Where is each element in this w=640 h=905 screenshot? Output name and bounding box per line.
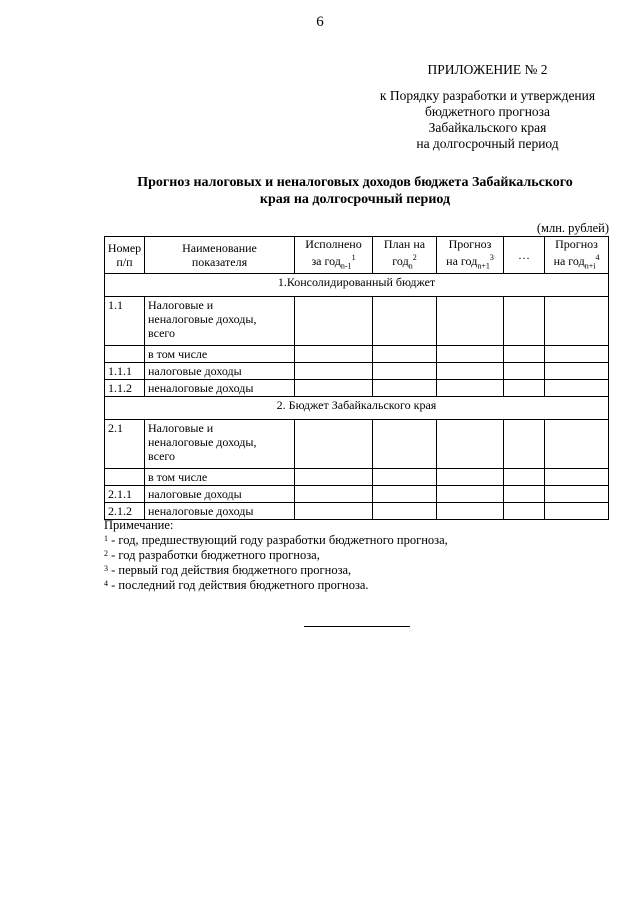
row-number: 2.1 bbox=[105, 420, 145, 469]
table-row bbox=[105, 297, 609, 346]
header-number: Номер п/п bbox=[105, 237, 145, 274]
row-number: 1.1 bbox=[105, 297, 145, 346]
value-cell bbox=[545, 380, 609, 397]
value-cell bbox=[373, 469, 437, 486]
value-cell bbox=[504, 486, 545, 503]
value-cell bbox=[504, 420, 545, 469]
value-cell bbox=[545, 297, 609, 346]
notes-title: Примечание: bbox=[104, 518, 174, 532]
note-item: $^4$ - последний год действия бюджетного прогноза. bbox=[104, 578, 369, 592]
value-cell bbox=[504, 363, 545, 380]
value-cell bbox=[504, 346, 545, 363]
document-title-line: Прогноз налоговых и неналоговых доходов бюджета Забайкальского bbox=[137, 175, 573, 190]
page-number: 6 bbox=[316, 14, 324, 30]
header-plan: План на год$_n^2$ bbox=[373, 237, 437, 274]
value-cell bbox=[295, 420, 373, 469]
value-cell bbox=[437, 297, 504, 346]
appendix-line: Забайкальского края bbox=[428, 120, 547, 135]
note-item: $^3$ - первый год действия бюджетного прогноза, bbox=[104, 563, 352, 577]
value-cell bbox=[545, 346, 609, 363]
document-title-line: края на долгосрочный период bbox=[259, 192, 451, 207]
note-item: $^1$ - год, предшествующий году разработки бюджетного прогноза, bbox=[104, 533, 448, 547]
value-cell bbox=[437, 486, 504, 503]
table-row bbox=[105, 363, 609, 380]
value-cell bbox=[437, 380, 504, 397]
value-cell bbox=[437, 346, 504, 363]
value-cell bbox=[545, 469, 609, 486]
value-cell bbox=[437, 420, 504, 469]
value-cell bbox=[373, 297, 437, 346]
table-header-row bbox=[105, 237, 609, 274]
row-name: налоговые доходы bbox=[145, 363, 295, 380]
value-cell bbox=[295, 380, 373, 397]
closing-divider bbox=[304, 626, 410, 627]
row-number: 2.1.1 bbox=[105, 486, 145, 503]
row-name: неналоговые доходы bbox=[145, 380, 295, 397]
value-cell bbox=[545, 503, 609, 520]
appendix-line: к Порядку разработки и утверждения bbox=[379, 88, 596, 103]
row-name: налоговые доходы bbox=[145, 486, 295, 503]
appendix-line: бюджетного прогноза bbox=[424, 104, 551, 119]
appendix-subtitle bbox=[360, 88, 615, 152]
table-row bbox=[105, 486, 609, 503]
row-number: 1.1.2 bbox=[105, 380, 145, 397]
row-number: 1.1.1 bbox=[105, 363, 145, 380]
value-cell bbox=[437, 363, 504, 380]
value-cell bbox=[545, 420, 609, 469]
value-cell bbox=[373, 420, 437, 469]
table-row bbox=[105, 346, 609, 363]
value-cell bbox=[295, 297, 373, 346]
header-indicator-name: Наименование показателя bbox=[145, 237, 295, 274]
row-number: 2.1.2 bbox=[105, 503, 145, 520]
row-name: неналоговые доходы bbox=[145, 503, 295, 520]
value-cell bbox=[504, 503, 545, 520]
row-name: в том числе bbox=[145, 469, 295, 486]
value-cell bbox=[295, 363, 373, 380]
value-cell bbox=[373, 380, 437, 397]
value-cell bbox=[373, 486, 437, 503]
section-row bbox=[105, 274, 609, 297]
value-cell bbox=[545, 363, 609, 380]
value-cell bbox=[373, 346, 437, 363]
value-cell bbox=[373, 363, 437, 380]
note-item: $^2$ - год разработки бюджетного прогноза, bbox=[104, 548, 320, 562]
value-cell bbox=[295, 486, 373, 503]
section-title: 2. Бюджет Забайкальского края bbox=[105, 397, 609, 420]
value-cell bbox=[437, 469, 504, 486]
header-ellipsis: … bbox=[504, 237, 545, 274]
value-cell bbox=[545, 486, 609, 503]
header-forecast-last: Прогноз на год$_{n+i}^4$ bbox=[545, 237, 609, 274]
row-name: Налоговые и неналоговые доходы, всего bbox=[145, 420, 295, 469]
appendix-line: на долгосрочный период bbox=[416, 136, 559, 151]
table-row bbox=[105, 420, 609, 469]
forecast-table bbox=[104, 236, 609, 520]
header-executed: Исполнено за год$_{n-1}^1$ bbox=[295, 237, 373, 274]
section-title: 1.Консолидированный бюджет bbox=[105, 274, 609, 297]
notes-block bbox=[104, 518, 448, 593]
value-cell bbox=[295, 469, 373, 486]
table-row bbox=[105, 380, 609, 397]
row-number bbox=[105, 469, 145, 486]
appendix-title: ПРИЛОЖЕНИЕ № 2 bbox=[427, 62, 548, 77]
value-cell bbox=[295, 346, 373, 363]
section-row bbox=[105, 397, 609, 420]
value-cell bbox=[504, 380, 545, 397]
row-name: в том числе bbox=[145, 346, 295, 363]
units-label: (млн. рублей) bbox=[536, 221, 609, 235]
table-row bbox=[105, 469, 609, 486]
row-number bbox=[105, 346, 145, 363]
document-title bbox=[90, 174, 620, 208]
header-forecast-first: Прогноз на год$_{n+1}^3$ bbox=[437, 237, 504, 274]
row-name: Налоговые и неналоговые доходы, всего bbox=[145, 297, 295, 346]
value-cell bbox=[504, 297, 545, 346]
value-cell bbox=[504, 469, 545, 486]
